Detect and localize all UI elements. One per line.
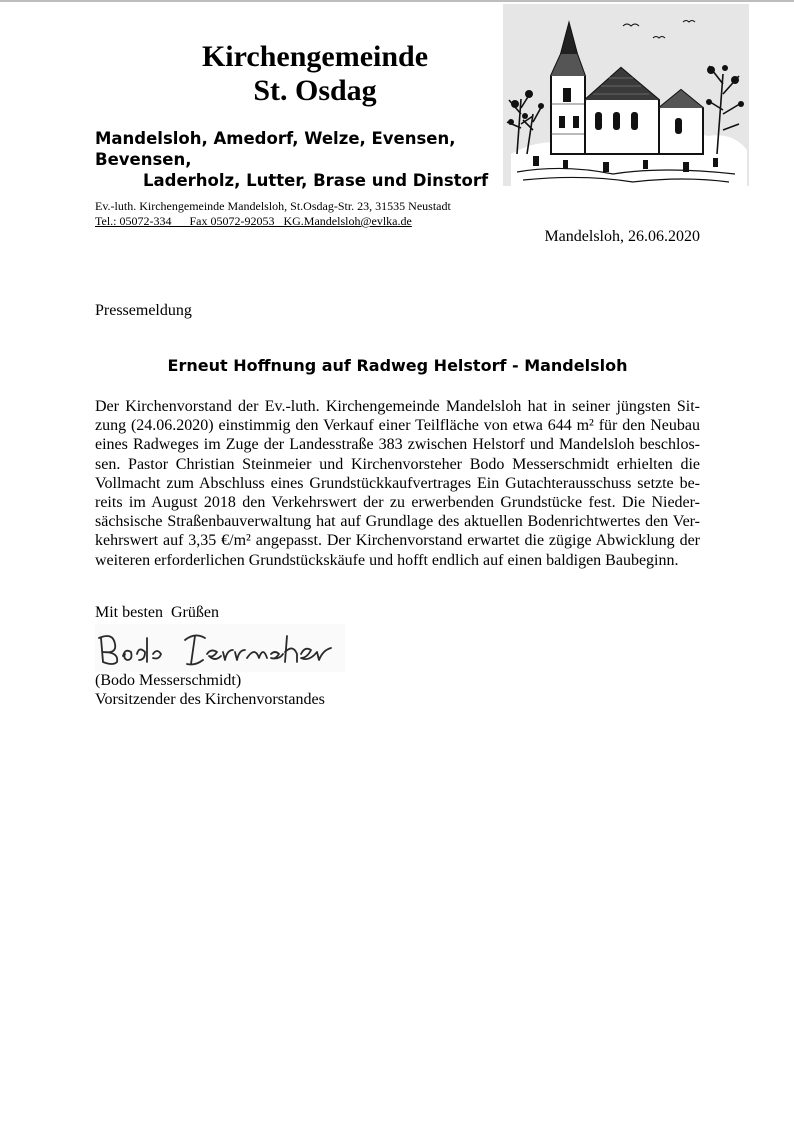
body-line: zung (24.06.2020) einstimmig den Verkauf einer Teilfläche von etwa 644 m² für den Neubau [95,417,700,435]
body-line: sächsische Straßenbauverwaltung hat auf Grundlage des aktuellen Bodenrichtwertes den Ver- [95,513,700,531]
postal-address: Ev.-luth. Kirchengemeinde Mandelsloh, St.Osdag-Str. 23, 31535 Neustadt [95,199,451,213]
villages-line-1: Mandelsloh, Amedorf, Welze, Evensen, [95,129,456,148]
parish-title [190,40,440,108]
address-block [95,199,515,229]
title-line-2: St. Osdag [253,74,377,107]
village-list [95,128,495,191]
body-line: Vollmacht zum Abschluss eines Grundstückkaufvertrages Ein Gutachterausschuss setzte be- [95,474,700,492]
body-line: eines Radweges im Zuge der Landesstraße 383 zwischen Helstorf und Mandelsloh beschlos- [95,436,700,454]
document-type-label: Pressemeldung [95,302,192,319]
press-headline: Erneut Hoffnung auf Radweg Helstorf - Mandelsloh [167,356,628,375]
body-line: reits im August 2018 den Verkehrswert der zu erwerbenden Grundstücke fest. Die Nieder- [95,494,700,512]
church-illustration [503,4,749,186]
handwritten-signature [95,624,345,672]
body-line: Der Kirchenvorstand der Ev.-luth. Kirchengemeinde Mandelsloh hat in seiner jüngsten Sit- [95,398,700,415]
signer-name: (Bodo Messerschmidt) [95,672,242,689]
body-line: weiteren erforderlichen Grundstückskäufe und hofft endlich auf einen baldigen Baubeginn. [95,551,679,569]
contact-line: Tel.: 05072-334 Fax 05072-92053 KG.Mandelsloh@evlka.de [95,214,412,228]
title-line-1: Kirchengemeinde [201,40,429,73]
top-border [0,0,794,2]
body-paragraph [95,397,700,570]
villages-line-3: Laderholz, Lutter, Brase und Dinstorf [143,171,489,190]
body-line: sen. Pastor Christian Steinmeier und Kirchenvorsteher Bodo Messerschmidt erhielten die [95,455,700,473]
signer-role: Vorsitzender des Kirchenvorstandes [95,691,325,708]
body-line: kehrswert auf 3,35 €/m² angepasst. Der Kirchenvorstand erwartet die zügige Abwicklung der [95,532,700,550]
signer-block [95,671,325,709]
villages-line-2: Bevensen, [95,150,192,169]
closing-greeting: Mit besten Grüßen [95,604,219,621]
place-date: Mandelsloh, 26.06.2020 [544,228,700,245]
